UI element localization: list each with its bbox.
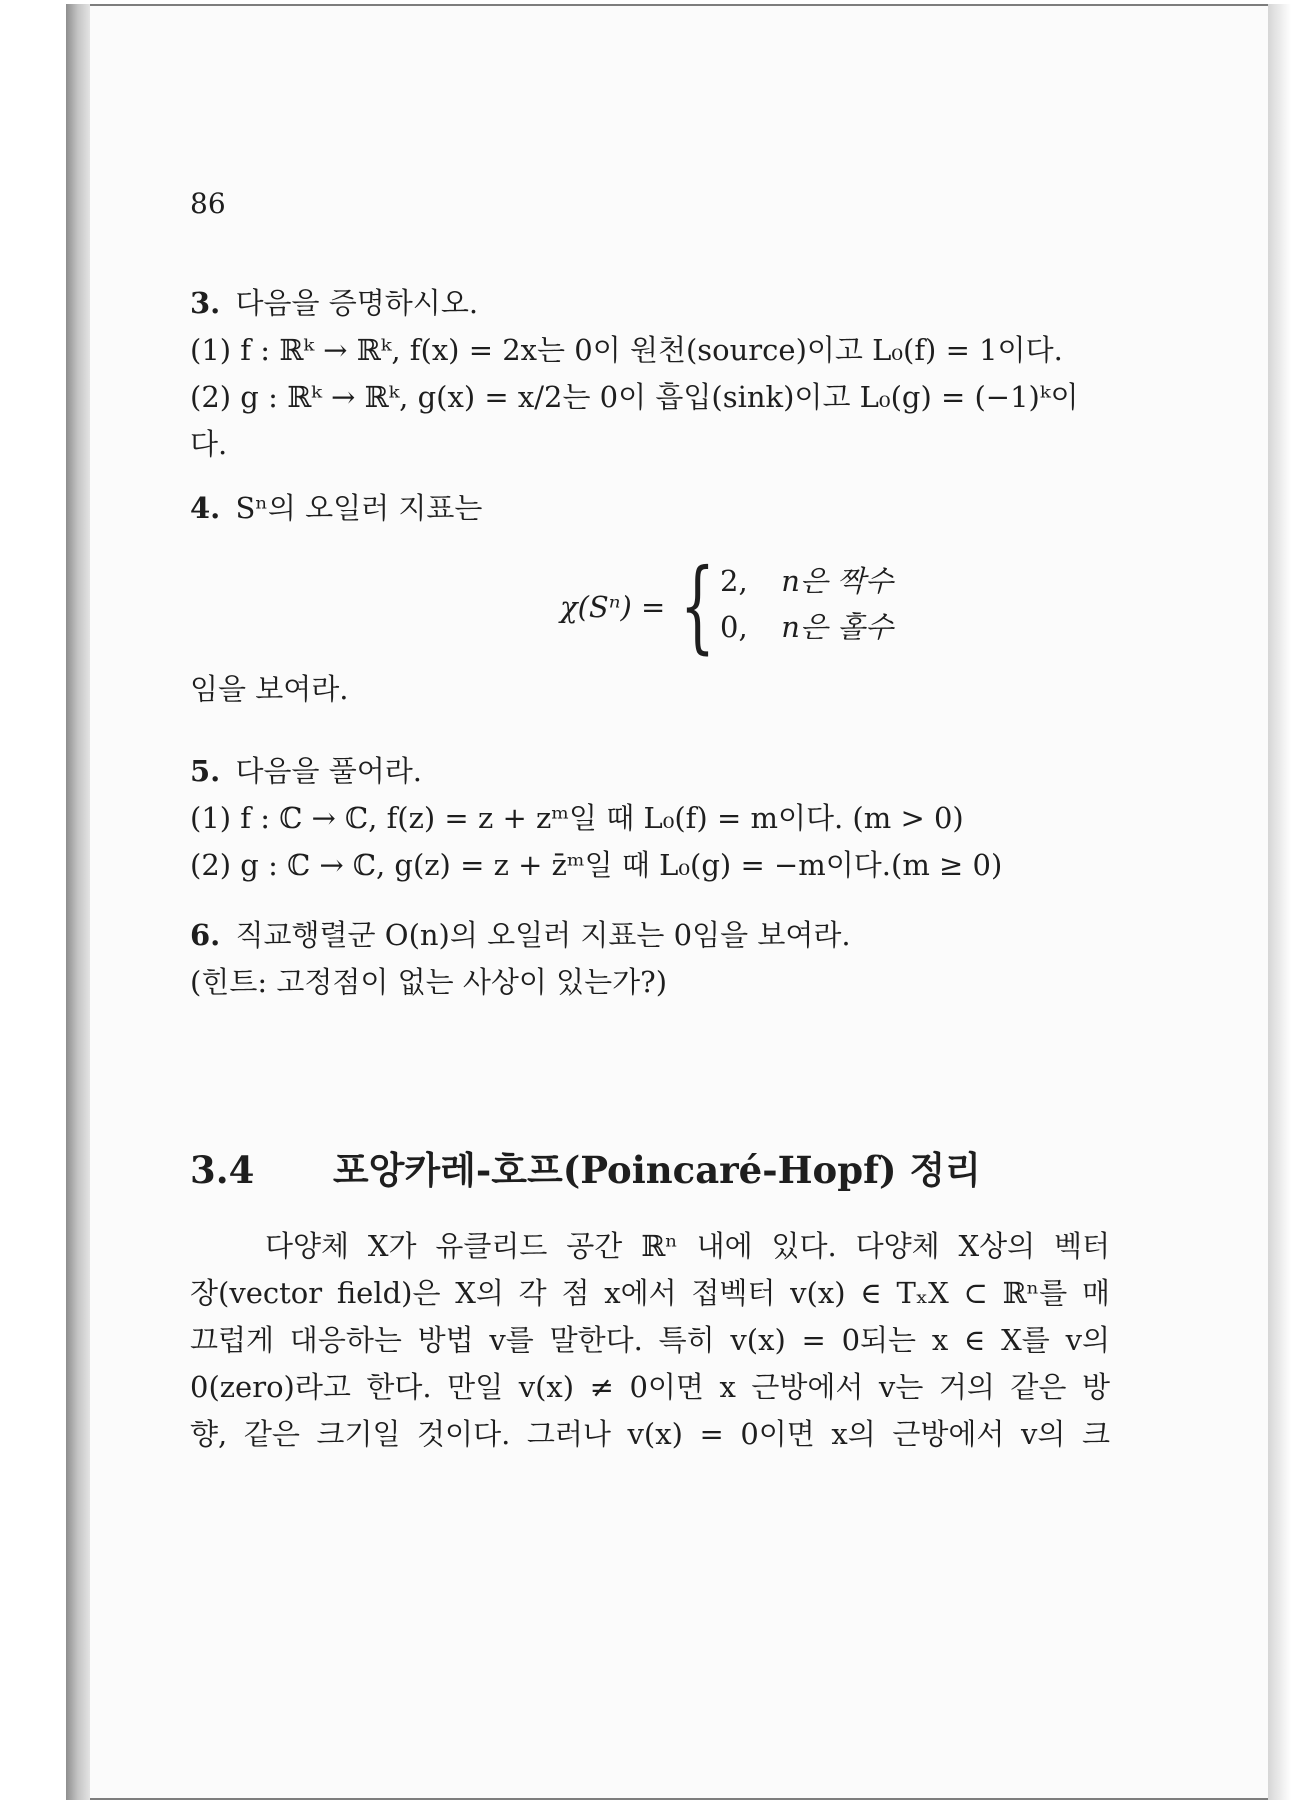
case-row-odd [720, 604, 893, 651]
section-title: 포앙카레-호프(Poincaré-Hopf) 정리 [332, 1148, 981, 1192]
paragraph-line: 향, 같은 크기일 것이다. 그러나 v(x) = 0이면 x의 근방에서 v의 크 [190, 1417, 1110, 1451]
problem-4-conclusion: 임을 보여라. [190, 672, 349, 706]
case-row-even [720, 558, 893, 605]
problem-5-item-1: (1) f : ℂ → ℂ, f(z) = z + zᵐ일 때 L₀(f) = m이다. (m > 0) [190, 801, 964, 835]
problem-title: Sⁿ의 오일러 지표는 [235, 491, 483, 525]
problem-6 [190, 912, 1190, 1006]
page-number: 86 [190, 187, 226, 220]
problem-5-heading [190, 748, 1190, 795]
case-condition: n은 홀수 [781, 610, 894, 644]
problem-4 [190, 485, 1190, 532]
case-value: 2, [720, 564, 748, 598]
paragraph-line: 끄럽게 대응하는 방법 v를 말한다. 특히 v(x) = 0되는 x ∈ X를 v의 [190, 1323, 1110, 1357]
problem-3-item-2: (2) g : ℝᵏ → ℝᵏ, g(x) = x/2는 0이 흡입(sink)이고 L₀(g) = (−1)ᵏ이 [190, 380, 1079, 414]
problem-6-hint: (힌트: 고정점이 없는 사상이 있는가?) [190, 965, 668, 999]
book-page [90, 4, 1275, 1800]
paragraph-line: 다양체 X가 유클리드 공간 ℝⁿ 내에 있다. 다양체 X상의 벡터 [265, 1229, 1110, 1263]
problem-5-item-2: (2) g : ℂ → ℂ, g(z) = z + z̄ᵐ일 때 L₀(g) = −m이다.(m ≥ 0) [190, 848, 1003, 882]
problem-3-item-2-cont: 다. [190, 427, 228, 461]
section-heading [190, 1145, 1190, 1195]
left-brace: { [680, 547, 715, 664]
problem-title: 직교행렬군 O(n)의 오일러 지표는 0임을 보여라. [235, 918, 851, 952]
problem-number: 3. [190, 286, 221, 320]
section-number: 3.4 [190, 1148, 255, 1192]
problem-title: 다음을 증명하시오. [235, 286, 479, 320]
problem-4-conclusion-block [190, 666, 1190, 713]
problem-title: 다음을 풀어라. [235, 754, 423, 788]
problem-number: 6. [190, 918, 221, 952]
formula-lhs: χ(Sⁿ) = [560, 590, 666, 624]
paragraph-line: 장(vector field)은 X의 각 점 x에서 접벡터 v(x) ∈ TₓX ⊂ ℝⁿ를 매 [190, 1276, 1110, 1310]
problem-3-item-1: (1) f : ℝᵏ → ℝᵏ, f(x) = 2x는 0이 원천(source)이고 L₀(f) = 1이다. [190, 333, 1063, 367]
book-spine [66, 4, 92, 1800]
euler-characteristic-formula [560, 547, 1060, 664]
case-value: 0, [720, 610, 748, 644]
problem-3 [190, 280, 1190, 468]
page-edge-shadow [1268, 4, 1291, 1800]
problem-number: 4. [190, 491, 221, 525]
problem-6-heading [190, 912, 1190, 959]
problem-5 [190, 748, 1190, 889]
problem-3-heading [190, 280, 1190, 327]
body-paragraph [190, 1223, 1110, 1458]
problem-4-heading [190, 485, 1190, 532]
paragraph-line: 0(zero)라고 한다. 만일 v(x) ≠ 0이면 x 근방에서 v는 거의 같은 방 [190, 1370, 1110, 1404]
problem-number: 5. [190, 754, 221, 788]
case-condition: n은 짝수 [781, 564, 894, 598]
